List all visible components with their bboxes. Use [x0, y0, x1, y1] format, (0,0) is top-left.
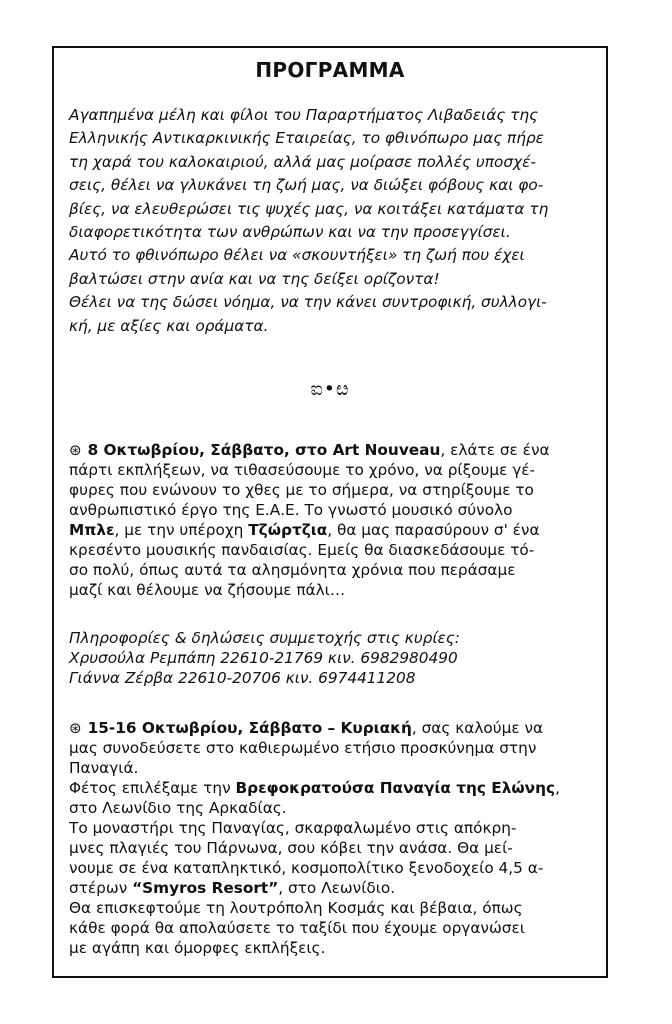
intro-line: σεις, θέλει να γλυκάνει τη ζωή μας, να διώξει φόβους και φο-: [69, 176, 544, 195]
intro-line: Αυτό το φθινόπωρο θέλει να «σκουντήξει» τη ζωή που έχει: [69, 246, 525, 265]
event-line: [69, 778, 592, 798]
event-text: Φέτος επιλέξαμε την: [69, 779, 236, 797]
contact-info: [69, 628, 592, 688]
event-date-heading: 8 Οκτωβρίου, Σάββατο, στο Art Nouveau: [87, 441, 441, 459]
event-text: , σας καλούμε να: [411, 719, 544, 737]
singer-name: Τζώρτζια: [248, 521, 328, 539]
contact-line: Γιάννα Ζέρβα 22610-20706 κιν. 6974411208: [69, 669, 416, 687]
event-line: στο Λεωνίδιο της Αρκαδίας.: [69, 799, 287, 817]
intro-line: Αγαπημένα μέλη και φίλοι του Παραρτήματος Λιβαδειάς της: [69, 106, 539, 124]
event-line: Το μοναστήρι της Παναγίας, σκαρφαλωμένο στις απόκρη-: [69, 819, 517, 837]
event-text: , με την υπέροχη: [114, 521, 249, 539]
intro-line: Θέλει να της δώσει νόημα, να την κάνει συντροφική, συλλογι-: [69, 293, 547, 312]
hotel-name: “Smyros Resort”: [132, 879, 279, 897]
event-text: , θα μας παρασύρουν σ' ένα: [327, 521, 540, 539]
event-line: μας συνοδεύσετε στο καθιερωμένο ετήσιο προσκύνημα στην: [69, 739, 537, 757]
event-line: κάθε φορά θα απολαύσετε το ταξίδι που έχουμε οργανώσει: [69, 919, 525, 937]
event-line: Θα επισκεφτούμε τη λουτρόπολη Κοσμάς και βέβαια, όπως: [69, 899, 523, 917]
intro-line: βίες, να ελευθερώσει τις ψυχές μας, να κοιτάξει κατάματα τη: [69, 199, 549, 218]
page-title: ΠΡΟΓΡΑΜΜΑ: [255, 58, 405, 82]
event-line: μνες πλαγιές του Πάρνωνα, σου κόβει την ανάσα. Θα μεί-: [69, 839, 513, 857]
event-line: [69, 440, 592, 460]
contact-line: Χρυσούλα Ρεμπάπη 22610-21769 κιν. 6982980490: [69, 649, 458, 667]
event-line: ανθρωπιστικό έργο της Ε.Α.Ε. Το γνωστό μουσικό σύνολο: [69, 501, 513, 519]
event-line: πάρτι εκπλήξεων, να τιθασεύσουμε το χρόνο, να ρίξουμε γέ-: [69, 461, 536, 479]
band-name: Μπλε: [69, 521, 115, 539]
monastery-name: Βρεφοκρατούσα Παναγία της Ελώνης: [235, 779, 556, 797]
event-line: κρεσέντο μουσικής πανδαισίας. Εμείς θα διασκεδάσουμε τό-: [69, 541, 535, 559]
ornament-divider: ಐ•ೞ: [310, 378, 350, 400]
intro-line: Ελληνικής Αντικαρκινικής Εταιρείας, το φθινόπωρο μας πήρε: [69, 129, 544, 148]
event-text: ,: [555, 779, 560, 797]
event-line: [69, 718, 592, 738]
event-text: , ελάτε σε ένα: [440, 441, 550, 459]
event-text: στέρων: [69, 879, 133, 897]
intro-paragraph: [69, 104, 592, 338]
event-line: νουμε σε ένα καταπληκτικό, κοσμοπολίτικο ξενοδοχείο 4,5 α-: [69, 859, 544, 877]
flower-icon: ⊛: [69, 441, 82, 459]
event-date-heading: 15-16 Οκτωβρίου, Σάββατο – Κυριακή: [87, 719, 412, 737]
contact-line: Πληροφορίες & δηλώσεις συμμετοχής στις κυρίες:: [69, 629, 460, 647]
flower-icon: ⊛: [69, 719, 82, 737]
event-text: , στο Λεωνίδιο.: [278, 879, 396, 897]
event-line: με αγάπη και όμορφες εκπλήξεις.: [69, 939, 326, 957]
event-line: [69, 520, 592, 540]
event-line: σο πολύ, όπως αυτά τα αλησμόνητα χρόνια που περάσαμε: [69, 561, 516, 579]
event-line: [69, 878, 592, 898]
intro-line: διαφορετικότητα των ανθρώπων και να την προσεγγίσει.: [69, 223, 511, 242]
event-line: Παναγιά.: [69, 759, 139, 777]
page-frame: [52, 46, 608, 978]
event-october-8: [69, 440, 592, 600]
intro-line: κή, με αξίες και οράματα.: [69, 316, 269, 335]
intro-line: βαλτώσει στην ανία και να της δείξει ορίζοντα!: [69, 269, 440, 288]
event-october-15-16: [69, 718, 592, 958]
event-line: φυρες που ενώνουν το χθες με το σήμερα, να στηρίξουμε το: [69, 481, 534, 499]
intro-line: τη χαρά του καλοκαιριού, αλλά μας μοίρασε πολλές υποσχέ-: [69, 152, 536, 171]
event-line: μαζί και θέλουμε να ζήσουμε πάλι…: [69, 581, 346, 599]
